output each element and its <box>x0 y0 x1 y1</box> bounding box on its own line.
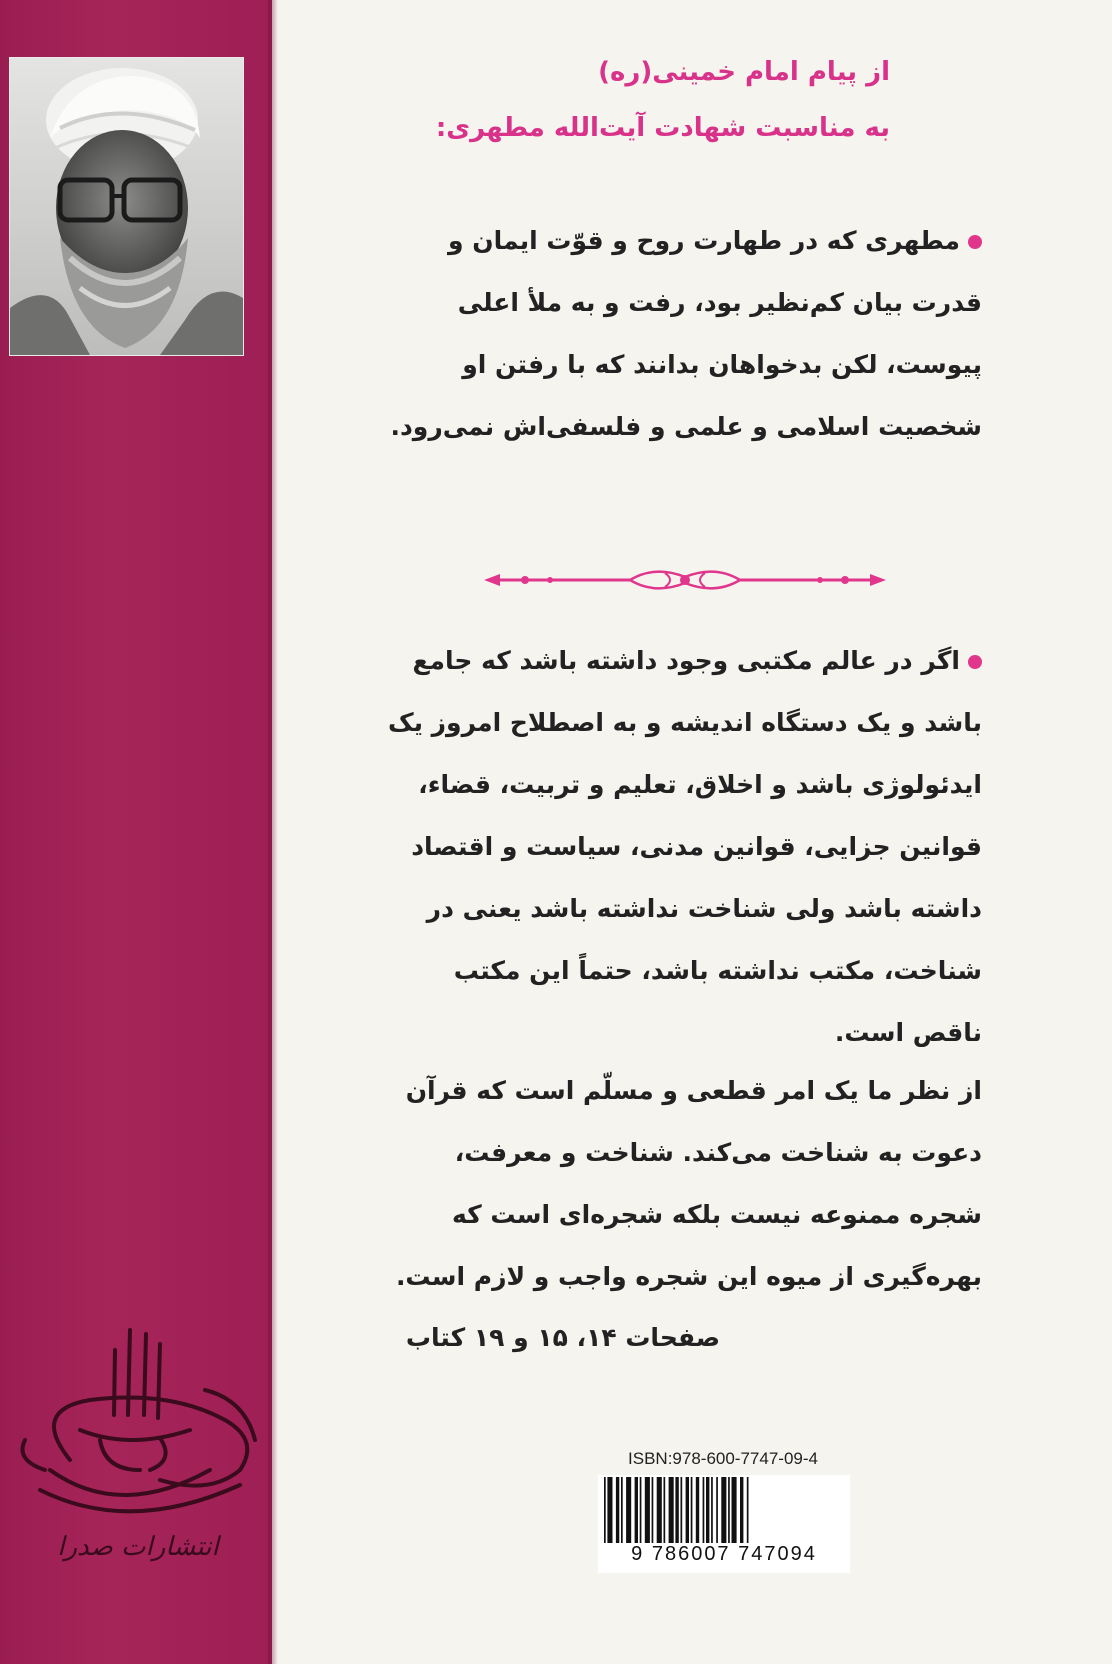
barcode-bar <box>669 1477 674 1543</box>
barcode-bar <box>652 1477 654 1543</box>
barcode-bar <box>626 1477 631 1543</box>
barcode-bar <box>675 1477 678 1543</box>
barcode-bar <box>740 1477 743 1543</box>
barcode-bar <box>635 1477 638 1543</box>
quote-heading <box>400 44 890 156</box>
publisher-calligraphy-logo-icon <box>10 1320 265 1570</box>
quote-3-line-3: شجره ممنوعه نیست بلکه شجره‌ای است که <box>452 1200 982 1229</box>
quote-2-line-5: داشته باشد ولی شناخت نداشته باشد یعنی در <box>426 894 982 923</box>
barcode-bar <box>732 1477 737 1543</box>
barcode-bar <box>621 1477 623 1543</box>
barcode-bar <box>721 1477 726 1543</box>
quote-2-line-1 <box>370 630 982 692</box>
barcode-bar <box>747 1477 749 1543</box>
page-reference: صفحات ۱۴، ۱۵ و ۱۹ کتاب <box>405 1323 720 1352</box>
publisher-name: انتشارات صدرا <box>57 1532 219 1562</box>
quote-2-text-1: اگر در عالم مکتبی وجود داشته باشد که جامع <box>412 646 960 675</box>
ornament-divider-icon <box>480 565 890 595</box>
bullet-icon <box>968 655 982 669</box>
isbn-label: ISBN:978-600-7747-09-4 <box>628 1449 818 1468</box>
band-edge-shadow <box>268 0 278 1664</box>
barcode-bar <box>686 1477 689 1543</box>
barcode-bar <box>657 1477 662 1543</box>
barcode-bar <box>711 1477 713 1543</box>
barcode-bar <box>664 1477 666 1543</box>
quote-2-line-3: ایدئولوژی باشد و اخلاق، تعلیم و تربیت، قضاء، <box>418 770 982 799</box>
barcode-bars-icon <box>598 1475 850 1545</box>
barcode-bar <box>728 1477 730 1543</box>
barcode-bar <box>703 1477 705 1543</box>
barcode-bar <box>645 1477 650 1543</box>
quote-1-text-1: مطهری که در طهارت روح و قوّت ایمان و <box>448 226 960 255</box>
barcode-bar <box>706 1477 709 1543</box>
quote-2-line-6: شناخت، مکتب نداشته باشد، حتماً این مکتب <box>453 956 982 985</box>
quote-2-line-2: باشد و یک دستگاه اندیشه و به اصطلاح امروز یک <box>387 708 982 737</box>
quote-1-line-3: پیوست، لکن بدخواهان بدانند که با رفتن او <box>462 350 982 379</box>
quote-3-line-2: دعوت به شناخت می‌کند. شناخت و معرفت، <box>454 1138 982 1167</box>
barcode-bar <box>604 1477 606 1543</box>
quote-2-line-7: ناقص است. <box>834 1018 982 1047</box>
portrait-photo <box>9 57 244 356</box>
barcode-digits: 9 786007 747094 <box>598 1543 850 1566</box>
heading-line-1: از پیام امام خمینی(ره) <box>598 57 890 87</box>
barcode-bar <box>616 1477 619 1543</box>
barcode-bar <box>607 1477 612 1543</box>
barcode-bar <box>681 1477 683 1543</box>
quote-3-line-1: از نظر ما یک امر قطعی و مسلّم است که قرآن <box>405 1076 982 1105</box>
heading-line-2: به مناسبت شهادت آیت‌الله مطهری: <box>435 113 890 143</box>
quote-2-line-4: قوانین جزایی، قوانین مدنی، سیاست و اقتصاد <box>411 832 982 861</box>
quote-1-line-1 <box>370 210 982 272</box>
quote-3-line-4: بهره‌گیری از میوه این شجره واجب و لازم است. <box>395 1262 982 1291</box>
portrait-drawing <box>10 58 243 355</box>
quote-block-3 <box>370 1060 982 1308</box>
barcode-bar <box>696 1477 699 1543</box>
quote-1-line-2: قدرت بیان کم‌نظیر بود، رفت و به ملأ اعلی <box>457 288 982 317</box>
barcode-bar <box>640 1477 642 1543</box>
quote-1-line-4: شخصیت اسلامی و علمی و فلسفی‌اش نمی‌رود. <box>390 412 982 441</box>
quote-block-2 <box>370 630 982 1064</box>
quote-block-1 <box>370 210 982 458</box>
bullet-icon <box>968 235 982 249</box>
barcode-bar <box>691 1477 693 1543</box>
barcode-bar <box>716 1477 718 1543</box>
